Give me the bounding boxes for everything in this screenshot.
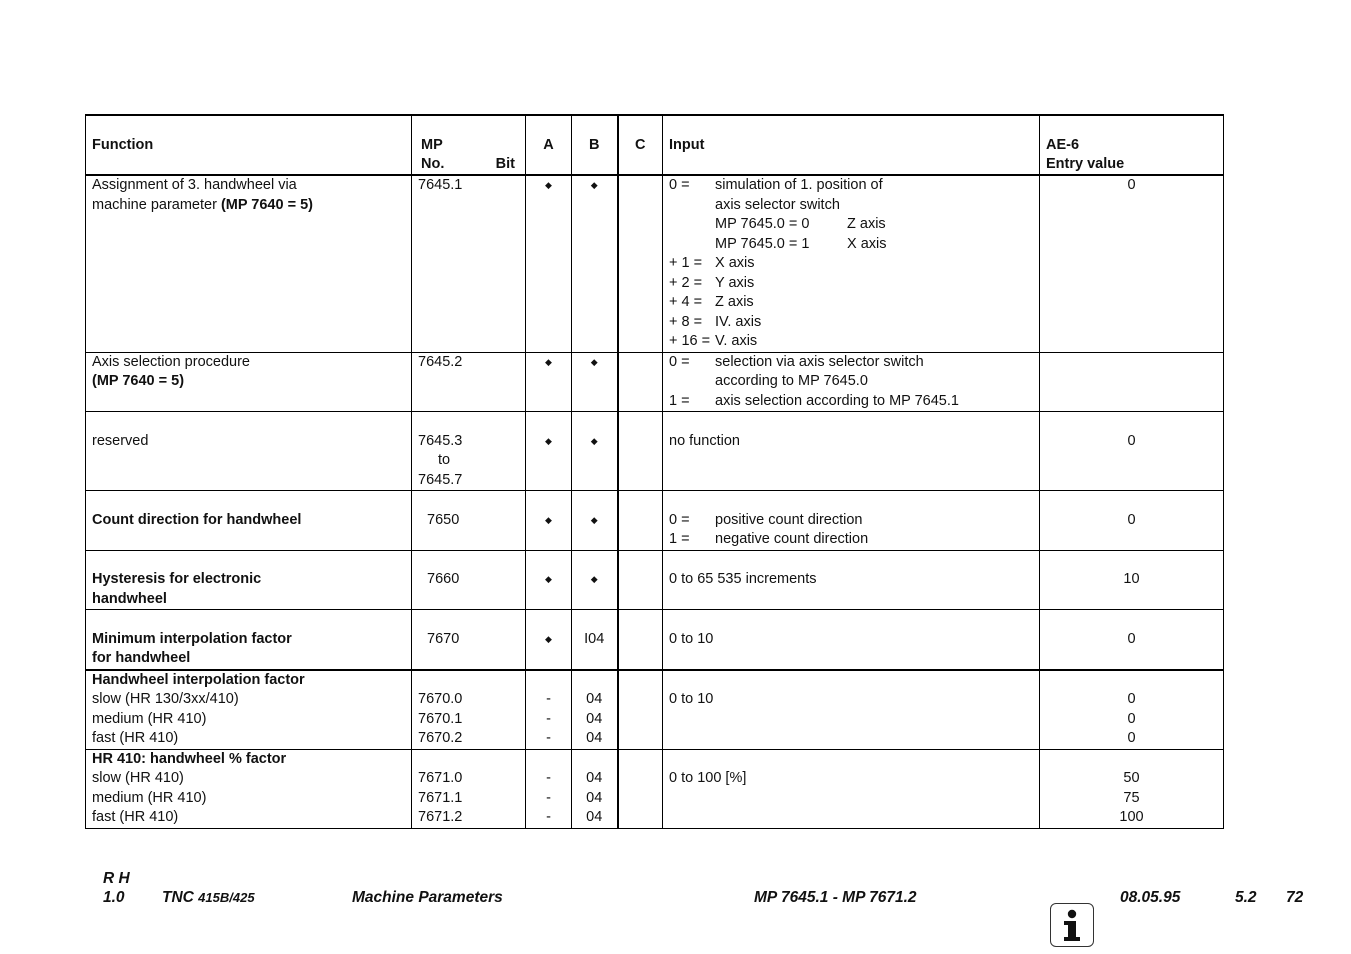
col-a-cell: ◆ xyxy=(526,175,572,352)
input-cell: 0 = simulation of 1. position of axis selector switch MP 7645.0 = 0 Z axis MP 7645.0 = 1 X axis + 1 = X axis + 2 = Y axis + 4 = Z axis + 8 = IV. axis + 16 = V. axis xyxy=(663,175,1040,352)
col-c-cell xyxy=(618,610,663,670)
header-input: Input xyxy=(663,115,1040,175)
function-cell: Handwheel interpolation factor slow (HR 130/3xx/410) medium (HR 410) fast (HR 410) xyxy=(86,670,412,750)
footer-rh: R H xyxy=(103,870,130,887)
col-a-cell: ◆ xyxy=(526,412,572,491)
col-b-cell: 04 04 04 xyxy=(572,749,618,828)
col-a-cell: ◆ xyxy=(526,352,572,412)
footer-section-title: Machine Parameters xyxy=(352,889,503,906)
col-b-cell: ◆ xyxy=(572,352,618,412)
function-cell: reserved xyxy=(86,412,412,491)
mp-cell: 7660 xyxy=(412,550,526,610)
mp-cell: 7670 xyxy=(412,610,526,670)
input-cell: 0 to 10 xyxy=(663,670,1040,750)
table-row xyxy=(86,749,1224,828)
col-c-cell xyxy=(618,550,663,610)
header-function: Function xyxy=(86,115,412,175)
function-cell: Hysteresis for electronic handwheel xyxy=(86,550,412,610)
table-row xyxy=(86,175,1224,352)
input-cell: 0 = selection via axis selector switch according to MP 7645.0 1 = axis selection according to MP 7645.1 xyxy=(663,352,1040,412)
table-row xyxy=(86,610,1224,670)
col-c-cell xyxy=(618,491,663,551)
header-mp: MP No. Bit xyxy=(412,115,526,175)
header-entry-value: AE-6 Entry value xyxy=(1040,115,1224,175)
col-b-cell: I04 xyxy=(572,610,618,670)
input-cell: 0 = positive count direction 1 = negative count direction xyxy=(663,491,1040,551)
table-row xyxy=(86,550,1224,610)
col-a-cell: ◆ xyxy=(526,550,572,610)
table-row xyxy=(86,670,1224,750)
entry-value-cell: 0 xyxy=(1040,412,1224,491)
mp-cell: 7671.0 7671.1 7671.2 xyxy=(412,749,526,828)
header-b: B xyxy=(572,115,618,175)
col-c-cell xyxy=(618,412,663,491)
col-b-cell: ◆ xyxy=(572,175,618,352)
col-a-cell: - - - xyxy=(526,670,572,750)
table-row xyxy=(86,352,1224,412)
col-c-cell xyxy=(618,352,663,412)
mp-cell: 7645.1 xyxy=(412,175,526,352)
mp-cell: 7650 xyxy=(412,491,526,551)
col-c-cell xyxy=(618,175,663,352)
col-c-cell xyxy=(618,749,663,828)
entry-value-cell: 10 xyxy=(1040,550,1224,610)
footer-mp-range: MP 7645.1 - MP 7671.2 xyxy=(754,889,917,906)
input-cell: 0 to 10 xyxy=(663,610,1040,670)
col-b-cell: ◆ xyxy=(572,491,618,551)
input-cell: 0 to 100 [%] xyxy=(663,749,1040,828)
entry-value-cell: 0 xyxy=(1040,175,1224,352)
header-a: A xyxy=(526,115,572,175)
footer-version: 1.0 xyxy=(103,889,125,906)
table-row xyxy=(86,491,1224,551)
col-a-cell: - - - xyxy=(526,749,572,828)
entry-value-cell: 0 xyxy=(1040,610,1224,670)
info-icon xyxy=(1050,903,1094,947)
mp-cell: 7670.0 7670.1 7670.2 xyxy=(412,670,526,750)
entry-value-cell: 0 0 0 xyxy=(1040,670,1224,750)
col-b-cell: 04 04 04 xyxy=(572,670,618,750)
function-cell: Count direction for handwheel xyxy=(86,491,412,551)
function-cell: Axis selection procedure (MP 7640 = 5) xyxy=(86,352,412,412)
col-b-cell: ◆ xyxy=(572,412,618,491)
function-cell: HR 410: handwheel % factor slow (HR 410) medium (HR 410) fast (HR 410) xyxy=(86,749,412,828)
col-a-cell: ◆ xyxy=(526,610,572,670)
function-cell: Assignment of 3. handwheel via machine parameter (MP 7640 = 5) xyxy=(86,175,412,352)
col-b-cell: ◆ xyxy=(572,550,618,610)
footer-chapter: 5.2 xyxy=(1235,889,1257,906)
header-c: C xyxy=(618,115,663,175)
footer-date: 08.05.95 xyxy=(1120,889,1181,906)
footer-page-number: 72 xyxy=(1286,889,1304,906)
mp-cell: 7645.3 to 7645.7 xyxy=(412,412,526,491)
table-row xyxy=(86,412,1224,491)
table-header-row xyxy=(86,115,1224,175)
machine-parameter-table xyxy=(85,114,1224,829)
input-cell: no function xyxy=(663,412,1040,491)
function-cell: Minimum interpolation factor for handwheel xyxy=(86,610,412,670)
col-c-cell xyxy=(618,670,663,750)
mp-cell: 7645.2 xyxy=(412,352,526,412)
footer-tnc: TNC 415B/425 xyxy=(162,889,255,906)
entry-value-cell: 50 75 100 xyxy=(1040,749,1224,828)
input-cell: 0 to 65 535 increments xyxy=(663,550,1040,610)
col-a-cell: ◆ xyxy=(526,491,572,551)
entry-value-cell: 0 xyxy=(1040,491,1224,551)
entry-value-cell xyxy=(1040,352,1224,412)
